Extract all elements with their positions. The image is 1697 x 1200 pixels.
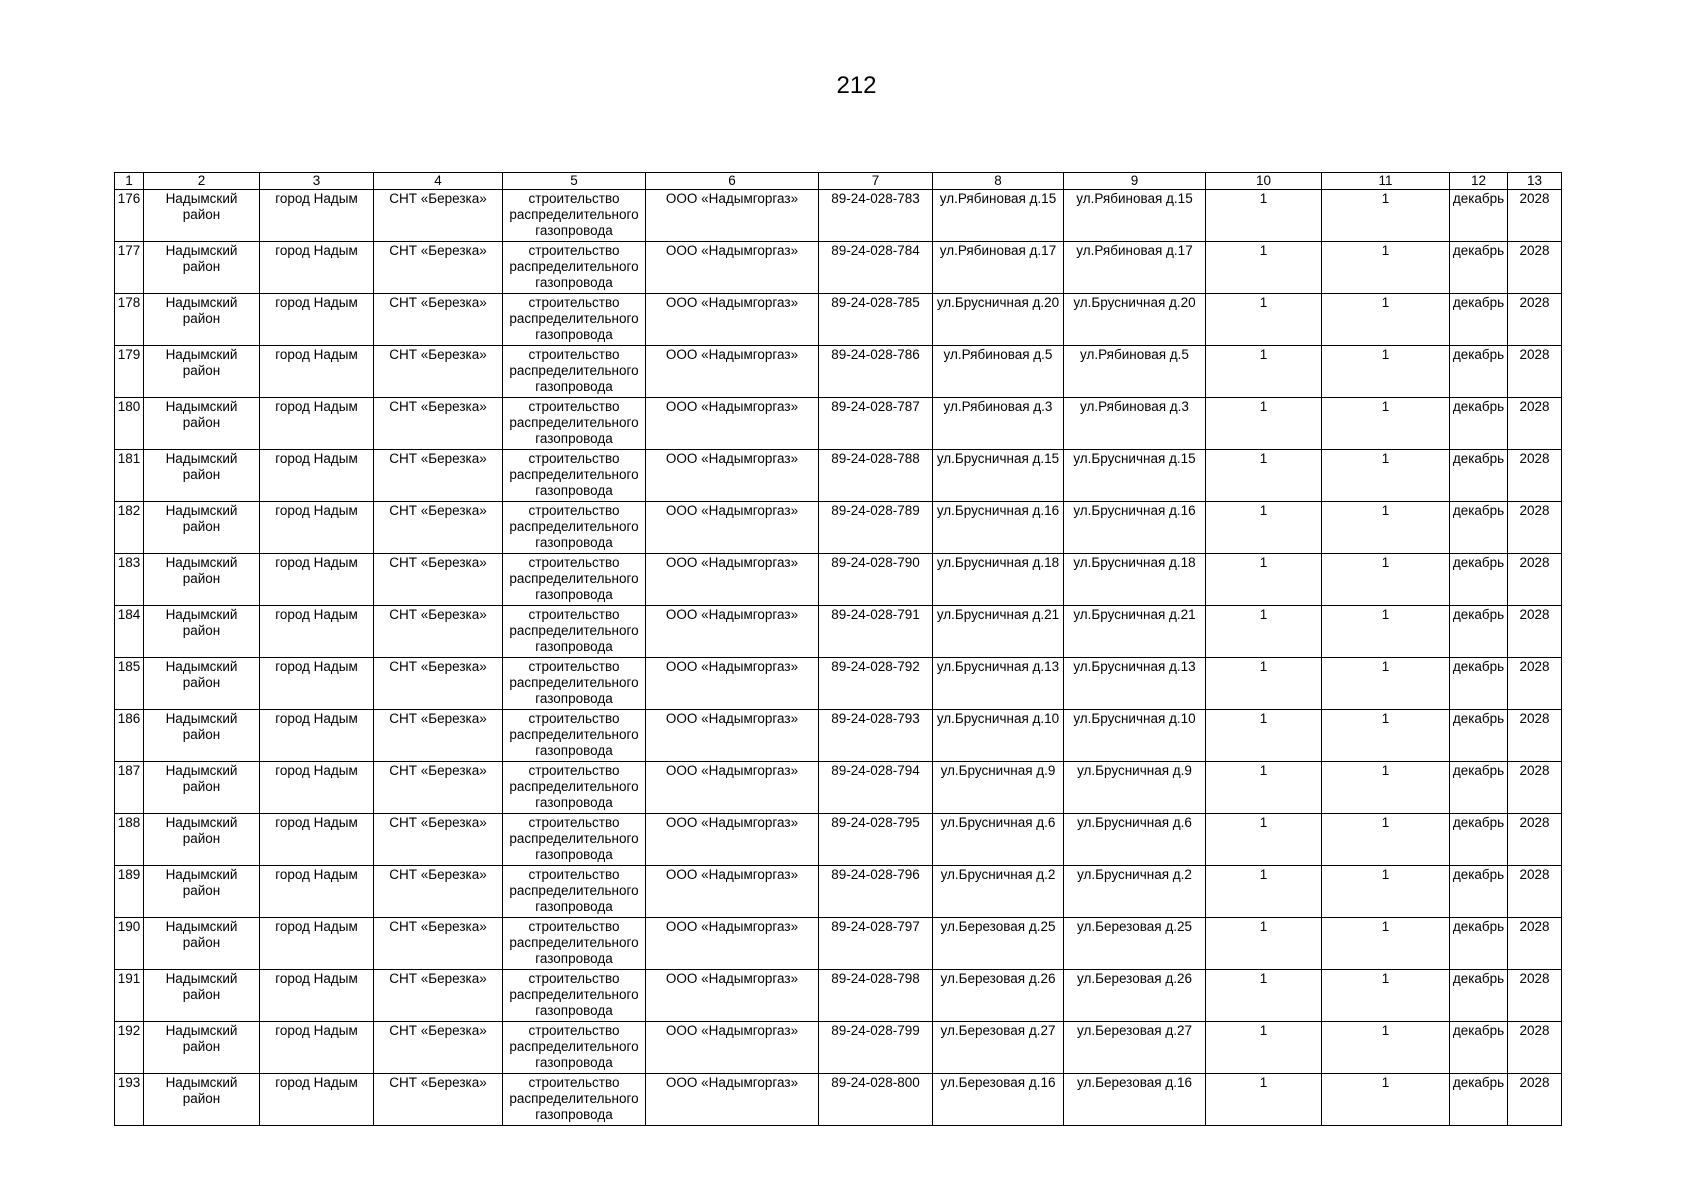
cell-object-name: СНТ «Березка» <box>374 450 503 502</box>
cell-district: Надымский район <box>144 346 260 398</box>
column-header-2: 2 <box>144 173 260 190</box>
cell-month: декабрь <box>1450 1022 1508 1074</box>
cell-year: 2028 <box>1508 658 1562 710</box>
table-row <box>115 762 1562 814</box>
cell-district: Надымский район <box>144 502 260 554</box>
cell-settlement: город Надым <box>260 398 374 450</box>
cell-gas-company: ООО «Надымгоргаз» <box>646 502 819 554</box>
cell-count-10: 1 <box>1206 918 1322 970</box>
cell-settlement: город Надым <box>260 606 374 658</box>
cell-address-to: ул.Березовая д.25 <box>1064 918 1206 970</box>
cell-count-10: 1 <box>1206 1022 1322 1074</box>
cell-year: 2028 <box>1508 1074 1562 1126</box>
cell-address-from: ул.Березовая д.26 <box>933 970 1064 1022</box>
cell-count-11: 1 <box>1322 918 1450 970</box>
cell-month: декабрь <box>1450 970 1508 1022</box>
cell-address-to: ул.Березовая д.26 <box>1064 970 1206 1022</box>
cell-row-number: 193 <box>115 1074 144 1126</box>
cell-settlement: город Надым <box>260 346 374 398</box>
table-row <box>115 918 1562 970</box>
cell-gas-company: ООО «Надымгоргаз» <box>646 658 819 710</box>
cell-month: декабрь <box>1450 606 1508 658</box>
cell-row-number: 179 <box>115 346 144 398</box>
cell-permit-number: 89-24-028-797 <box>819 918 933 970</box>
cell-count-11: 1 <box>1322 398 1450 450</box>
cell-permit-number: 89-24-028-785 <box>819 294 933 346</box>
cell-count-10: 1 <box>1206 1074 1322 1126</box>
cell-object-name: СНТ «Березка» <box>374 1074 503 1126</box>
cell-address-from: ул.Рябиновая д.17 <box>933 242 1064 294</box>
cell-work-type: строительство распределительного газопровода <box>503 346 646 398</box>
table-row <box>115 970 1562 1022</box>
cell-object-name: СНТ «Березка» <box>374 918 503 970</box>
cell-settlement: город Надым <box>260 450 374 502</box>
cell-address-from: ул.Березовая д.25 <box>933 918 1064 970</box>
cell-permit-number: 89-24-028-792 <box>819 658 933 710</box>
cell-work-type: строительство распределительного газопровода <box>503 190 646 242</box>
cell-row-number: 186 <box>115 710 144 762</box>
cell-count-11: 1 <box>1322 866 1450 918</box>
cell-permit-number: 89-24-028-800 <box>819 1074 933 1126</box>
cell-work-type: строительство распределительного газопровода <box>503 1074 646 1126</box>
table-row <box>115 450 1562 502</box>
cell-district: Надымский район <box>144 606 260 658</box>
cell-settlement: город Надым <box>260 294 374 346</box>
cell-count-11: 1 <box>1322 814 1450 866</box>
cell-district: Надымский район <box>144 398 260 450</box>
table-row <box>115 554 1562 606</box>
cell-district: Надымский район <box>144 190 260 242</box>
cell-row-number: 180 <box>115 398 144 450</box>
cell-month: декабрь <box>1450 346 1508 398</box>
cell-work-type: строительство распределительного газопровода <box>503 762 646 814</box>
cell-gas-company: ООО «Надымгоргаз» <box>646 398 819 450</box>
cell-work-type: строительство распределительного газопровода <box>503 814 646 866</box>
cell-gas-company: ООО «Надымгоргаз» <box>646 190 819 242</box>
cell-address-to: ул.Брусничная д.2 <box>1064 866 1206 918</box>
cell-district: Надымский район <box>144 970 260 1022</box>
cell-work-type: строительство распределительного газопровода <box>503 970 646 1022</box>
cell-permit-number: 89-24-028-789 <box>819 502 933 554</box>
cell-permit-number: 89-24-028-787 <box>819 398 933 450</box>
column-header-7: 7 <box>819 173 933 190</box>
cell-count-10: 1 <box>1206 970 1322 1022</box>
cell-year: 2028 <box>1508 398 1562 450</box>
column-header-5: 5 <box>503 173 646 190</box>
cell-address-from: ул.Брусничная д.13 <box>933 658 1064 710</box>
cell-work-type: строительство распределительного газопровода <box>503 1022 646 1074</box>
cell-object-name: СНТ «Березка» <box>374 554 503 606</box>
cell-object-name: СНТ «Березка» <box>374 970 503 1022</box>
cell-settlement: город Надым <box>260 554 374 606</box>
cell-address-from: ул.Брусничная д.2 <box>933 866 1064 918</box>
cell-year: 2028 <box>1508 294 1562 346</box>
cell-address-from: ул.Брусничная д.21 <box>933 606 1064 658</box>
cell-object-name: СНТ «Березка» <box>374 190 503 242</box>
cell-object-name: СНТ «Березка» <box>374 502 503 554</box>
cell-work-type: строительство распределительного газопровода <box>503 918 646 970</box>
cell-address-from: ул.Брусничная д.9 <box>933 762 1064 814</box>
cell-year: 2028 <box>1508 970 1562 1022</box>
table-row <box>115 866 1562 918</box>
cell-year: 2028 <box>1508 190 1562 242</box>
cell-count-11: 1 <box>1322 762 1450 814</box>
cell-district: Надымский район <box>144 1022 260 1074</box>
cell-row-number: 189 <box>115 866 144 918</box>
cell-gas-company: ООО «Надымгоргаз» <box>646 294 819 346</box>
cell-address-to: ул.Брусничная д.21 <box>1064 606 1206 658</box>
cell-row-number: 183 <box>115 554 144 606</box>
table-row <box>115 814 1562 866</box>
cell-address-from: ул.Березовая д.16 <box>933 1074 1064 1126</box>
cell-address-from: ул.Брусничная д.20 <box>933 294 1064 346</box>
cell-month: декабрь <box>1450 814 1508 866</box>
cell-count-11: 1 <box>1322 346 1450 398</box>
cell-object-name: СНТ «Березка» <box>374 242 503 294</box>
cell-month: декабрь <box>1450 502 1508 554</box>
cell-count-10: 1 <box>1206 294 1322 346</box>
cell-district: Надымский район <box>144 762 260 814</box>
cell-address-from: ул.Брусничная д.10 <box>933 710 1064 762</box>
cell-gas-company: ООО «Надымгоргаз» <box>646 1022 819 1074</box>
cell-address-to: ул.Брусничная д.13 <box>1064 658 1206 710</box>
cell-count-11: 1 <box>1322 1074 1450 1126</box>
cell-year: 2028 <box>1508 1022 1562 1074</box>
column-header-4: 4 <box>374 173 503 190</box>
cell-row-number: 192 <box>115 1022 144 1074</box>
column-header-8: 8 <box>933 173 1064 190</box>
cell-work-type: строительство распределительного газопровода <box>503 710 646 762</box>
gasification-register-table <box>114 172 1562 1126</box>
cell-settlement: город Надым <box>260 1074 374 1126</box>
cell-year: 2028 <box>1508 866 1562 918</box>
cell-row-number: 191 <box>115 970 144 1022</box>
cell-address-from: ул.Брусничная д.15 <box>933 450 1064 502</box>
cell-address-to: ул.Рябиновая д.15 <box>1064 190 1206 242</box>
cell-settlement: город Надым <box>260 190 374 242</box>
cell-work-type: строительство распределительного газопровода <box>503 606 646 658</box>
cell-count-11: 1 <box>1322 710 1450 762</box>
cell-district: Надымский район <box>144 866 260 918</box>
cell-permit-number: 89-24-028-791 <box>819 606 933 658</box>
cell-month: декабрь <box>1450 866 1508 918</box>
table-body <box>115 190 1562 1126</box>
cell-count-11: 1 <box>1322 1022 1450 1074</box>
cell-count-10: 1 <box>1206 710 1322 762</box>
cell-permit-number: 89-24-028-795 <box>819 814 933 866</box>
cell-row-number: 187 <box>115 762 144 814</box>
table-row <box>115 398 1562 450</box>
cell-gas-company: ООО «Надымгоргаз» <box>646 814 819 866</box>
cell-work-type: строительство распределительного газопровода <box>503 502 646 554</box>
column-header-6: 6 <box>646 173 819 190</box>
cell-address-from: ул.Рябиновая д.3 <box>933 398 1064 450</box>
cell-address-from: ул.Рябиновая д.5 <box>933 346 1064 398</box>
cell-count-11: 1 <box>1322 502 1450 554</box>
cell-year: 2028 <box>1508 554 1562 606</box>
cell-row-number: 184 <box>115 606 144 658</box>
cell-month: декабрь <box>1450 762 1508 814</box>
cell-month: декабрь <box>1450 918 1508 970</box>
cell-address-to: ул.Березовая д.16 <box>1064 1074 1206 1126</box>
cell-work-type: строительство распределительного газопровода <box>503 450 646 502</box>
cell-month: декабрь <box>1450 294 1508 346</box>
cell-count-10: 1 <box>1206 606 1322 658</box>
cell-district: Надымский район <box>144 450 260 502</box>
table-row <box>115 1022 1562 1074</box>
cell-count-10: 1 <box>1206 190 1322 242</box>
cell-gas-company: ООО «Надымгоргаз» <box>646 606 819 658</box>
cell-district: Надымский район <box>144 658 260 710</box>
cell-settlement: город Надым <box>260 502 374 554</box>
cell-object-name: СНТ «Березка» <box>374 866 503 918</box>
cell-count-11: 1 <box>1322 658 1450 710</box>
column-header-12: 12 <box>1450 173 1508 190</box>
cell-month: декабрь <box>1450 1074 1508 1126</box>
cell-row-number: 188 <box>115 814 144 866</box>
cell-district: Надымский район <box>144 918 260 970</box>
cell-work-type: строительство распределительного газопровода <box>503 554 646 606</box>
page-number: 212 <box>836 72 877 99</box>
table-row <box>115 502 1562 554</box>
cell-address-from: ул.Рябиновая д.15 <box>933 190 1064 242</box>
cell-address-from: ул.Брусничная д.16 <box>933 502 1064 554</box>
cell-district: Надымский район <box>144 1074 260 1126</box>
table-row <box>115 294 1562 346</box>
cell-work-type: строительство распределительного газопровода <box>503 658 646 710</box>
cell-row-number: 190 <box>115 918 144 970</box>
cell-work-type: строительство распределительного газопровода <box>503 294 646 346</box>
cell-settlement: город Надым <box>260 658 374 710</box>
cell-district: Надымский район <box>144 242 260 294</box>
cell-year: 2028 <box>1508 606 1562 658</box>
cell-work-type: строительство распределительного газопровода <box>503 398 646 450</box>
column-header-10: 10 <box>1206 173 1322 190</box>
column-header-11: 11 <box>1322 173 1450 190</box>
cell-gas-company: ООО «Надымгоргаз» <box>646 762 819 814</box>
cell-address-to: ул.Брусничная д.15 <box>1064 450 1206 502</box>
cell-object-name: СНТ «Березка» <box>374 398 503 450</box>
cell-gas-company: ООО «Надымгоргаз» <box>646 918 819 970</box>
cell-year: 2028 <box>1508 814 1562 866</box>
cell-permit-number: 89-24-028-799 <box>819 1022 933 1074</box>
cell-gas-company: ООО «Надымгоргаз» <box>646 710 819 762</box>
cell-gas-company: ООО «Надымгоргаз» <box>646 554 819 606</box>
cell-object-name: СНТ «Березка» <box>374 606 503 658</box>
cell-settlement: город Надым <box>260 242 374 294</box>
cell-permit-number: 89-24-028-798 <box>819 970 933 1022</box>
cell-year: 2028 <box>1508 346 1562 398</box>
cell-address-to: ул.Брусничная д.10 <box>1064 710 1206 762</box>
cell-row-number: 185 <box>115 658 144 710</box>
cell-permit-number: 89-24-028-786 <box>819 346 933 398</box>
cell-address-to: ул.Брусничная д.9 <box>1064 762 1206 814</box>
cell-address-from: ул.Брусничная д.18 <box>933 554 1064 606</box>
cell-month: декабрь <box>1450 242 1508 294</box>
cell-settlement: город Надым <box>260 918 374 970</box>
cell-work-type: строительство распределительного газопровода <box>503 866 646 918</box>
cell-count-11: 1 <box>1322 190 1450 242</box>
table-header <box>115 173 1562 190</box>
table-row <box>115 242 1562 294</box>
cell-address-to: ул.Брусничная д.6 <box>1064 814 1206 866</box>
column-header-3: 3 <box>260 173 374 190</box>
cell-count-11: 1 <box>1322 242 1450 294</box>
cell-address-to: ул.Березовая д.27 <box>1064 1022 1206 1074</box>
cell-district: Надымский район <box>144 294 260 346</box>
column-header-9: 9 <box>1064 173 1206 190</box>
cell-month: декабрь <box>1450 398 1508 450</box>
cell-address-from: ул.Березовая д.27 <box>933 1022 1064 1074</box>
table-row <box>115 658 1562 710</box>
cell-count-11: 1 <box>1322 554 1450 606</box>
cell-address-to: ул.Рябиновая д.17 <box>1064 242 1206 294</box>
cell-address-to: ул.Рябиновая д.3 <box>1064 398 1206 450</box>
header-row <box>115 173 1562 190</box>
cell-count-10: 1 <box>1206 866 1322 918</box>
cell-year: 2028 <box>1508 762 1562 814</box>
cell-address-to: ул.Брусничная д.20 <box>1064 294 1206 346</box>
cell-settlement: город Надым <box>260 866 374 918</box>
column-header-13: 13 <box>1508 173 1562 190</box>
cell-district: Надымский район <box>144 554 260 606</box>
cell-work-type: строительство распределительного газопровода <box>503 242 646 294</box>
cell-object-name: СНТ «Березка» <box>374 658 503 710</box>
cell-row-number: 177 <box>115 242 144 294</box>
cell-object-name: СНТ «Березка» <box>374 1022 503 1074</box>
cell-month: декабрь <box>1450 190 1508 242</box>
cell-settlement: город Надым <box>260 970 374 1022</box>
cell-year: 2028 <box>1508 918 1562 970</box>
cell-settlement: город Надым <box>260 1022 374 1074</box>
cell-gas-company: ООО «Надымгоргаз» <box>646 1074 819 1126</box>
cell-row-number: 182 <box>115 502 144 554</box>
cell-settlement: город Надым <box>260 710 374 762</box>
table-row <box>115 606 1562 658</box>
cell-permit-number: 89-24-028-790 <box>819 554 933 606</box>
cell-gas-company: ООО «Надымгоргаз» <box>646 346 819 398</box>
cell-address-to: ул.Брусничная д.18 <box>1064 554 1206 606</box>
table-row <box>115 346 1562 398</box>
cell-month: декабрь <box>1450 710 1508 762</box>
cell-permit-number: 89-24-028-796 <box>819 866 933 918</box>
table-row <box>115 190 1562 242</box>
cell-district: Надымский район <box>144 814 260 866</box>
cell-year: 2028 <box>1508 710 1562 762</box>
cell-object-name: СНТ «Березка» <box>374 710 503 762</box>
cell-year: 2028 <box>1508 242 1562 294</box>
cell-object-name: СНТ «Березка» <box>374 294 503 346</box>
cell-permit-number: 89-24-028-793 <box>819 710 933 762</box>
cell-month: декабрь <box>1450 450 1508 502</box>
cell-count-10: 1 <box>1206 762 1322 814</box>
cell-row-number: 178 <box>115 294 144 346</box>
cell-gas-company: ООО «Надымгоргаз» <box>646 242 819 294</box>
cell-object-name: СНТ «Березка» <box>374 814 503 866</box>
cell-address-to: ул.Брусничная д.16 <box>1064 502 1206 554</box>
cell-year: 2028 <box>1508 450 1562 502</box>
cell-count-11: 1 <box>1322 450 1450 502</box>
cell-count-10: 1 <box>1206 346 1322 398</box>
cell-gas-company: ООО «Надымгоргаз» <box>646 970 819 1022</box>
cell-count-11: 1 <box>1322 606 1450 658</box>
cell-permit-number: 89-24-028-794 <box>819 762 933 814</box>
column-header-1: 1 <box>115 173 144 190</box>
cell-row-number: 176 <box>115 190 144 242</box>
cell-month: декабрь <box>1450 658 1508 710</box>
cell-district: Надымский район <box>144 710 260 762</box>
cell-permit-number: 89-24-028-788 <box>819 450 933 502</box>
cell-count-10: 1 <box>1206 814 1322 866</box>
cell-address-from: ул.Брусничная д.6 <box>933 814 1064 866</box>
cell-permit-number: 89-24-028-784 <box>819 242 933 294</box>
cell-count-10: 1 <box>1206 398 1322 450</box>
cell-gas-company: ООО «Надымгоргаз» <box>646 450 819 502</box>
table-row <box>115 1074 1562 1126</box>
cell-settlement: город Надым <box>260 762 374 814</box>
cell-count-10: 1 <box>1206 658 1322 710</box>
cell-row-number: 181 <box>115 450 144 502</box>
cell-count-10: 1 <box>1206 242 1322 294</box>
cell-address-to: ул.Рябиновая д.5 <box>1064 346 1206 398</box>
cell-settlement: город Надым <box>260 814 374 866</box>
cell-count-11: 1 <box>1322 294 1450 346</box>
cell-permit-number: 89-24-028-783 <box>819 190 933 242</box>
cell-object-name: СНТ «Березка» <box>374 762 503 814</box>
table-row <box>115 710 1562 762</box>
cell-gas-company: ООО «Надымгоргаз» <box>646 866 819 918</box>
cell-month: декабрь <box>1450 554 1508 606</box>
cell-year: 2028 <box>1508 502 1562 554</box>
cell-object-name: СНТ «Березка» <box>374 346 503 398</box>
cell-count-11: 1 <box>1322 970 1450 1022</box>
cell-count-10: 1 <box>1206 502 1322 554</box>
cell-count-10: 1 <box>1206 554 1322 606</box>
cell-count-10: 1 <box>1206 450 1322 502</box>
